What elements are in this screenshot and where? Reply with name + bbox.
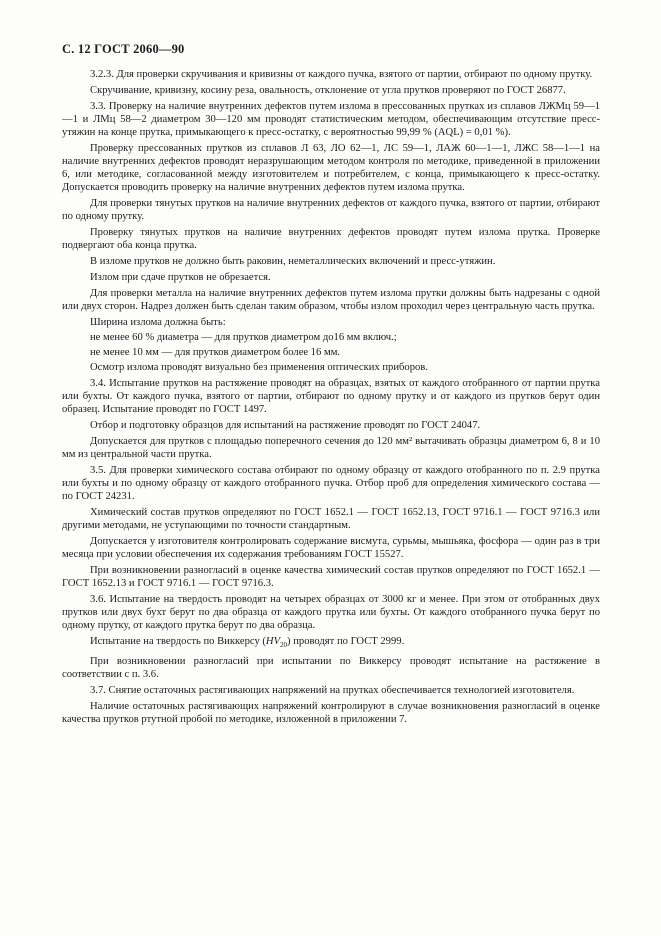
paragraph: Ширина излома должна быть: <box>90 317 226 328</box>
paragraph: Проверку прессованных прутков из сплавов Л 63, ЛО 62—1, ЛС 59—1, ЛАЖ 60—1—1, ЛЖС 58—1—1 на наличие внутренних дефектов проводят неразрушающим методом контроля по методике, приведенной в приложении 6, или методике, согласованной между изготовителем и потребителем, с конца, примыкающего к пресс-остатку. Допускается проводить проверку на наличие внутренних дефектов путем излома прутка. <box>62 143 600 193</box>
paragraph: Скручивание, кривизну, косину реза, овальность, отклонение от угла прутков проверяют по ГОСТ 26877. <box>90 85 566 96</box>
list-item: не менее 60 % диаметра — для прутков диаметром до16 мм включ.; <box>90 332 397 343</box>
paragraph: 3.3. Проверку на наличие внутренних дефектов путем излома в прессованных прутках из сплавов ЛЖМц 59—1—1 и ЛМц 58—2 диаметром 30—120 мм проводят статистическим методом, обеспечивающим отсутствие пресс-утяжин на конце прутка, примыкающего к пресс-остатку, с вероятностью 99,99 % (AQL) = 0,01 %). <box>62 101 600 138</box>
paragraph: 3.4. Испытание прутков на растяжение проводят на образцах, взятых от каждого отобранного от партии прутка или бухты. От каждого пучка, взятого от партии, отбирают по одному прутку и от каждого из прутков берут один образец. Испытание проводят по ГОСТ 1497. <box>62 378 600 415</box>
paragraph: При возникновении разногласий при испытании по Виккерсу проводят испытание на растяжение в соответствии с п. 3.6. <box>62 656 600 681</box>
paragraph: Осмотр излома проводят визуально без применения оптических приборов. <box>90 362 428 373</box>
paragraph-vickers <box>62 635 600 652</box>
paragraph: 3.2.3. Для проверки скручивания и кривизны от каждого пучка, взятого от партии, отбирают по одному прутку. <box>90 69 593 80</box>
paragraph: Допускается для прутков с площадью поперечного сечения до 120 мм² вытачивать образцы диаметром 6, 8 и 10 мм из центральной части прутка. <box>62 436 600 460</box>
list-item: не менее 10 мм — для прутков диаметром более 16 мм. <box>90 347 341 358</box>
paragraph: Отбор и подготовку образцов для испытаний на растяжение проводят по ГОСТ 24047. <box>90 420 481 431</box>
paragraph: Наличие остаточных растягивающих напряжений контролируют в случае возникновения разногласий в оценке качества прутков ртутной пробой по методике, изложенной в приложении 7. <box>62 701 600 726</box>
paragraph: 3.7. Снятие остаточных растягивающих напряжений на прутках обеспечивается технологией изготовителя. <box>90 685 575 697</box>
vickers-suffix: ) проводят по ГОСТ 2999. <box>287 636 405 647</box>
vickers-hv-sub: 20 <box>280 641 288 650</box>
paragraph: Для проверки металла на наличие внутренних дефектов путем излома прутки должны быть надрезаны с одной или двух сторон. Надрез должен быть сделан таким образом, чтобы излом проходил через центральную часть прутка. <box>62 288 600 312</box>
vickers-prefix: Испытание на твердость по Виккерсу ( <box>90 636 266 647</box>
paragraph: В изломе прутков не должно быть раковин, неметаллических включений и пресс-утяжин. <box>90 256 496 267</box>
paragraph: Проверку тянутых прутков на наличие внутренних дефектов проводят путем излома прутка. Проверке подвергают оба конца прутка. <box>62 227 600 251</box>
paragraph: При возникновении разногласий в оценке качества химический состав прутков определяют по ГОСТ 1652.1 — ГОСТ 1652.13 и ГОСТ 9716.1 — ГОСТ 9716.3. <box>62 565 600 589</box>
paragraph: Для проверки тянутых прутков на наличие внутренних дефектов от каждого пучка, взятого от партии, отбирают по одному прутку. <box>62 198 600 222</box>
paragraph: Излом при сдаче прутков не обрезается. <box>90 272 271 283</box>
document-body <box>62 68 600 729</box>
vickers-hv: HV <box>265 636 281 647</box>
page-header: С. 12 ГОСТ 2060—90 <box>62 42 185 56</box>
paragraph: 3.5. Для проверки химического состава отбирают по одному образцу от каждого отобранного по п. 2.9 прутка или бухты и по одному образцу от каждого отобранного пучка. Отбор проб для определения химического состава — по ГОСТ 24231. <box>62 465 600 502</box>
paragraph: Допускается у изготовителя контролировать содержание висмута, сурьмы, мышьяка, фосфора — один раз в три месяца при условии обеспечения их содержания требованиям ГОСТ 15527. <box>62 536 600 560</box>
paragraph: Химический состав прутков определяют по ГОСТ 1652.1 — ГОСТ 1652.13, ГОСТ 9716.1 — ГОСТ 9716.3 или другими методами, не уступающими по точности стандартным. <box>62 507 600 531</box>
paragraph: 3.6. Испытание на твердость проводят на четырех образцах от 3000 кг и менее. При этом от отобранных двух прутков или двух бухт берут по два образца от каждого прутка или бухты. От каждого отобранного пучка берут по одному прутку, от каждого прутка берут по два образца. <box>62 594 600 631</box>
